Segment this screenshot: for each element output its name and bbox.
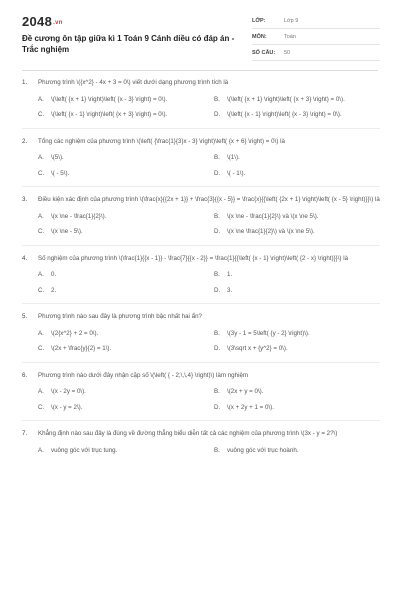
answer-option[interactable] <box>214 169 380 179</box>
question-divider <box>22 245 380 246</box>
meta-value: 50 <box>284 49 291 56</box>
option-letter: C. <box>38 169 45 177</box>
answer-option[interactable] <box>38 153 204 163</box>
question-number: 5. <box>22 313 28 320</box>
document-title: Đề cương ôn tập giữa kì 1 Toán 9 Cánh diều có đáp án - Trắc nghiệm <box>22 34 235 54</box>
answer-options <box>38 387 380 412</box>
option-text: \(\left( {x + 1} \right)\left( {x - 3} \right) = 0\). <box>51 95 168 103</box>
question-number: 4. <box>22 254 28 262</box>
option-letter: B. <box>214 271 220 278</box>
question-stem <box>22 429 380 439</box>
option-text: \(x \ne - \frac{1}{2}\) và \(x \ne 5\). <box>227 212 319 220</box>
option-letter: A. <box>38 154 44 161</box>
option-letter: B. <box>214 95 220 103</box>
option-text: \( - 5\). <box>51 169 70 177</box>
question-stem <box>22 312 380 322</box>
question-text: Điều kiện xác định của phương trình \(\frac{x}{{2x + 1}} + \frac{3}{{x - 5}} = \frac{x}{{\left( {2x + 1} \right)\left( {x - 5} \right)}}\) là <box>38 196 380 203</box>
option-text: vuông góc với trục tung. <box>51 446 118 454</box>
answer-option[interactable] <box>214 95 380 105</box>
answer-option[interactable] <box>214 344 380 354</box>
option-letter: D. <box>214 169 221 177</box>
meta-row-subject <box>252 29 380 45</box>
answer-option[interactable] <box>38 286 204 296</box>
answer-option[interactable] <box>214 212 380 222</box>
question-item <box>22 254 380 296</box>
question-divider <box>22 303 380 304</box>
answer-option[interactable] <box>38 446 204 456</box>
option-letter: A. <box>38 446 44 454</box>
question-item <box>22 137 380 179</box>
option-text: \(x + 2y + 1 = 0\). <box>227 403 274 411</box>
option-letter: D. <box>214 111 221 118</box>
question-item <box>22 195 380 237</box>
option-text: \( - 1\). <box>227 169 246 177</box>
option-letter: C. <box>38 111 45 118</box>
answer-option[interactable] <box>38 169 204 179</box>
option-letter: B. <box>214 388 220 395</box>
question-item <box>22 312 380 354</box>
question-stem <box>22 371 380 381</box>
option-text: \(3\sqrt x + {y^2} = 0\). <box>227 345 288 352</box>
option-letter: B. <box>214 212 220 220</box>
option-text: vuông góc với trục hoành. <box>227 446 299 454</box>
answer-option[interactable] <box>38 387 204 397</box>
option-text: 1. <box>227 271 233 278</box>
page-header <box>0 0 400 68</box>
option-text: \(\left( {x - 1} \right)\left( {x - 3} \right) = 0\). <box>227 111 342 118</box>
question-stem <box>22 78 380 88</box>
answer-option[interactable] <box>38 344 204 354</box>
answer-option[interactable] <box>214 227 380 237</box>
option-text: \(5\). <box>51 154 64 161</box>
question-divider <box>22 186 380 187</box>
option-letter: A. <box>38 95 44 103</box>
option-letter: B. <box>214 154 220 161</box>
question-text: Khẳng định nào sau đây là đúng về đường thẳng biểu diễn tất cả các nghiệm của phương trình \(3x - y = 2?\) <box>38 430 338 437</box>
question-divider <box>22 128 380 129</box>
answer-option[interactable] <box>38 110 204 120</box>
question-divider <box>22 362 380 363</box>
answer-options <box>38 212 380 237</box>
option-letter: D. <box>214 345 221 352</box>
option-text: \(2{x^2} + 2 = 0\). <box>51 329 99 337</box>
answer-option[interactable] <box>38 270 204 280</box>
question-text: Phương trình nào sau đây là phương trình bậc nhất hai ẩn? <box>38 313 202 320</box>
option-letter: A. <box>38 329 44 337</box>
option-text: \(2x + y = 0\). <box>227 388 264 395</box>
document-meta <box>252 13 380 61</box>
meta-value: Toán <box>284 33 296 40</box>
meta-value: Lớp 9 <box>284 17 299 24</box>
meta-row-class <box>252 13 380 29</box>
question-stem <box>22 195 380 205</box>
option-text: 2. <box>51 286 57 294</box>
option-letter: C. <box>38 286 45 294</box>
answer-option[interactable] <box>38 95 204 105</box>
question-text: Phương trình \({x^2} - 4x + 3 = 0\) viết dưới dạng phương trình tích là <box>38 79 229 86</box>
answer-option[interactable] <box>214 270 380 280</box>
option-text: \(x \ne - 5\). <box>51 228 83 235</box>
option-letter: D. <box>214 286 221 294</box>
option-letter: B. <box>214 446 220 454</box>
question-text: Phương trình nào dưới đây nhận cặp số \(\left( { - 2;\,\,4} \right)\) làm nghiệm <box>38 371 249 379</box>
option-letter: C. <box>38 345 45 352</box>
answer-options <box>38 153 380 178</box>
question-item <box>22 371 380 413</box>
answer-option[interactable] <box>214 153 380 163</box>
question-number: 7. <box>22 430 28 437</box>
meta-row-count <box>252 45 380 61</box>
question-number: 3. <box>22 196 28 203</box>
header-divider <box>22 70 378 71</box>
question-divider <box>22 420 380 421</box>
meta-label: LỚP: <box>252 17 266 24</box>
question-stem <box>22 254 380 264</box>
option-text: \(x \ne - \frac{1}{2}\). <box>51 212 107 220</box>
answer-option[interactable] <box>38 212 204 222</box>
question-list <box>0 78 400 455</box>
option-text: 3. <box>227 286 233 294</box>
answer-option[interactable] <box>214 286 380 296</box>
option-letter: D. <box>214 403 221 411</box>
option-text: \(3y - 1 = 5\left( {y - 2} \right)\). <box>227 329 310 337</box>
option-letter: C. <box>38 403 45 411</box>
answer-options <box>38 270 380 295</box>
option-letter: C. <box>38 228 45 235</box>
answer-option[interactable] <box>214 110 380 120</box>
answer-option[interactable] <box>38 227 204 237</box>
answer-option[interactable] <box>214 446 380 456</box>
option-text: \(x - 2y = 0\). <box>51 388 86 395</box>
answer-options <box>38 329 380 354</box>
option-text: \(x - y = 2\). <box>51 403 83 411</box>
option-text: \(\left( {x + 1} \right)\left( {x + 3} \right) = 0\). <box>227 95 345 103</box>
answer-options <box>38 446 380 456</box>
answer-option[interactable] <box>214 403 380 413</box>
option-letter: A. <box>38 388 44 395</box>
option-text: \(1\). <box>227 154 240 161</box>
question-number: 2. <box>22 137 28 145</box>
question-number: 6. <box>22 371 28 379</box>
option-letter: A. <box>38 212 44 220</box>
answer-option[interactable] <box>214 329 380 339</box>
option-letter: B. <box>214 329 220 337</box>
meta-label: MÔN: <box>252 33 267 40</box>
question-item <box>22 78 380 120</box>
answer-option[interactable] <box>38 403 204 413</box>
question-stem <box>22 137 380 147</box>
question-item <box>22 429 380 455</box>
answer-option[interactable] <box>38 329 204 339</box>
option-text: \(x \ne \frac{1}{2}\) và \(x \ne 5\). <box>227 228 315 235</box>
answer-option[interactable] <box>214 387 380 397</box>
question-text: Tổng các nghiệm của phương trình \(\left( {\frac{1}{3}x - 3} \right)\left( {x + 6} \right) = 0\) là <box>38 137 285 145</box>
question-number: 1. <box>22 79 28 86</box>
question-text: Số nghiệm của phương trình \(\frac{1}{{x - 1}} - \frac{7}{{x - 2}} = \frac{1}{{\left( {x - 1} \right)\left( {2 - x} \right)}}\) là <box>38 254 349 262</box>
option-text: \(\left( {x - 1} \right)\left( {x + 3} \right) = 0\). <box>51 111 168 118</box>
option-text: \(2x + \frac{y}{2} = 1\). <box>51 345 112 352</box>
option-text: 0. <box>51 271 57 278</box>
answer-options <box>38 95 380 120</box>
meta-label: SỐ CÂU: <box>252 49 276 56</box>
site-logo[interactable]: $2048^{.vn}$ <box>22 14 63 29</box>
option-letter: A. <box>38 271 44 278</box>
option-letter: D. <box>214 228 221 235</box>
